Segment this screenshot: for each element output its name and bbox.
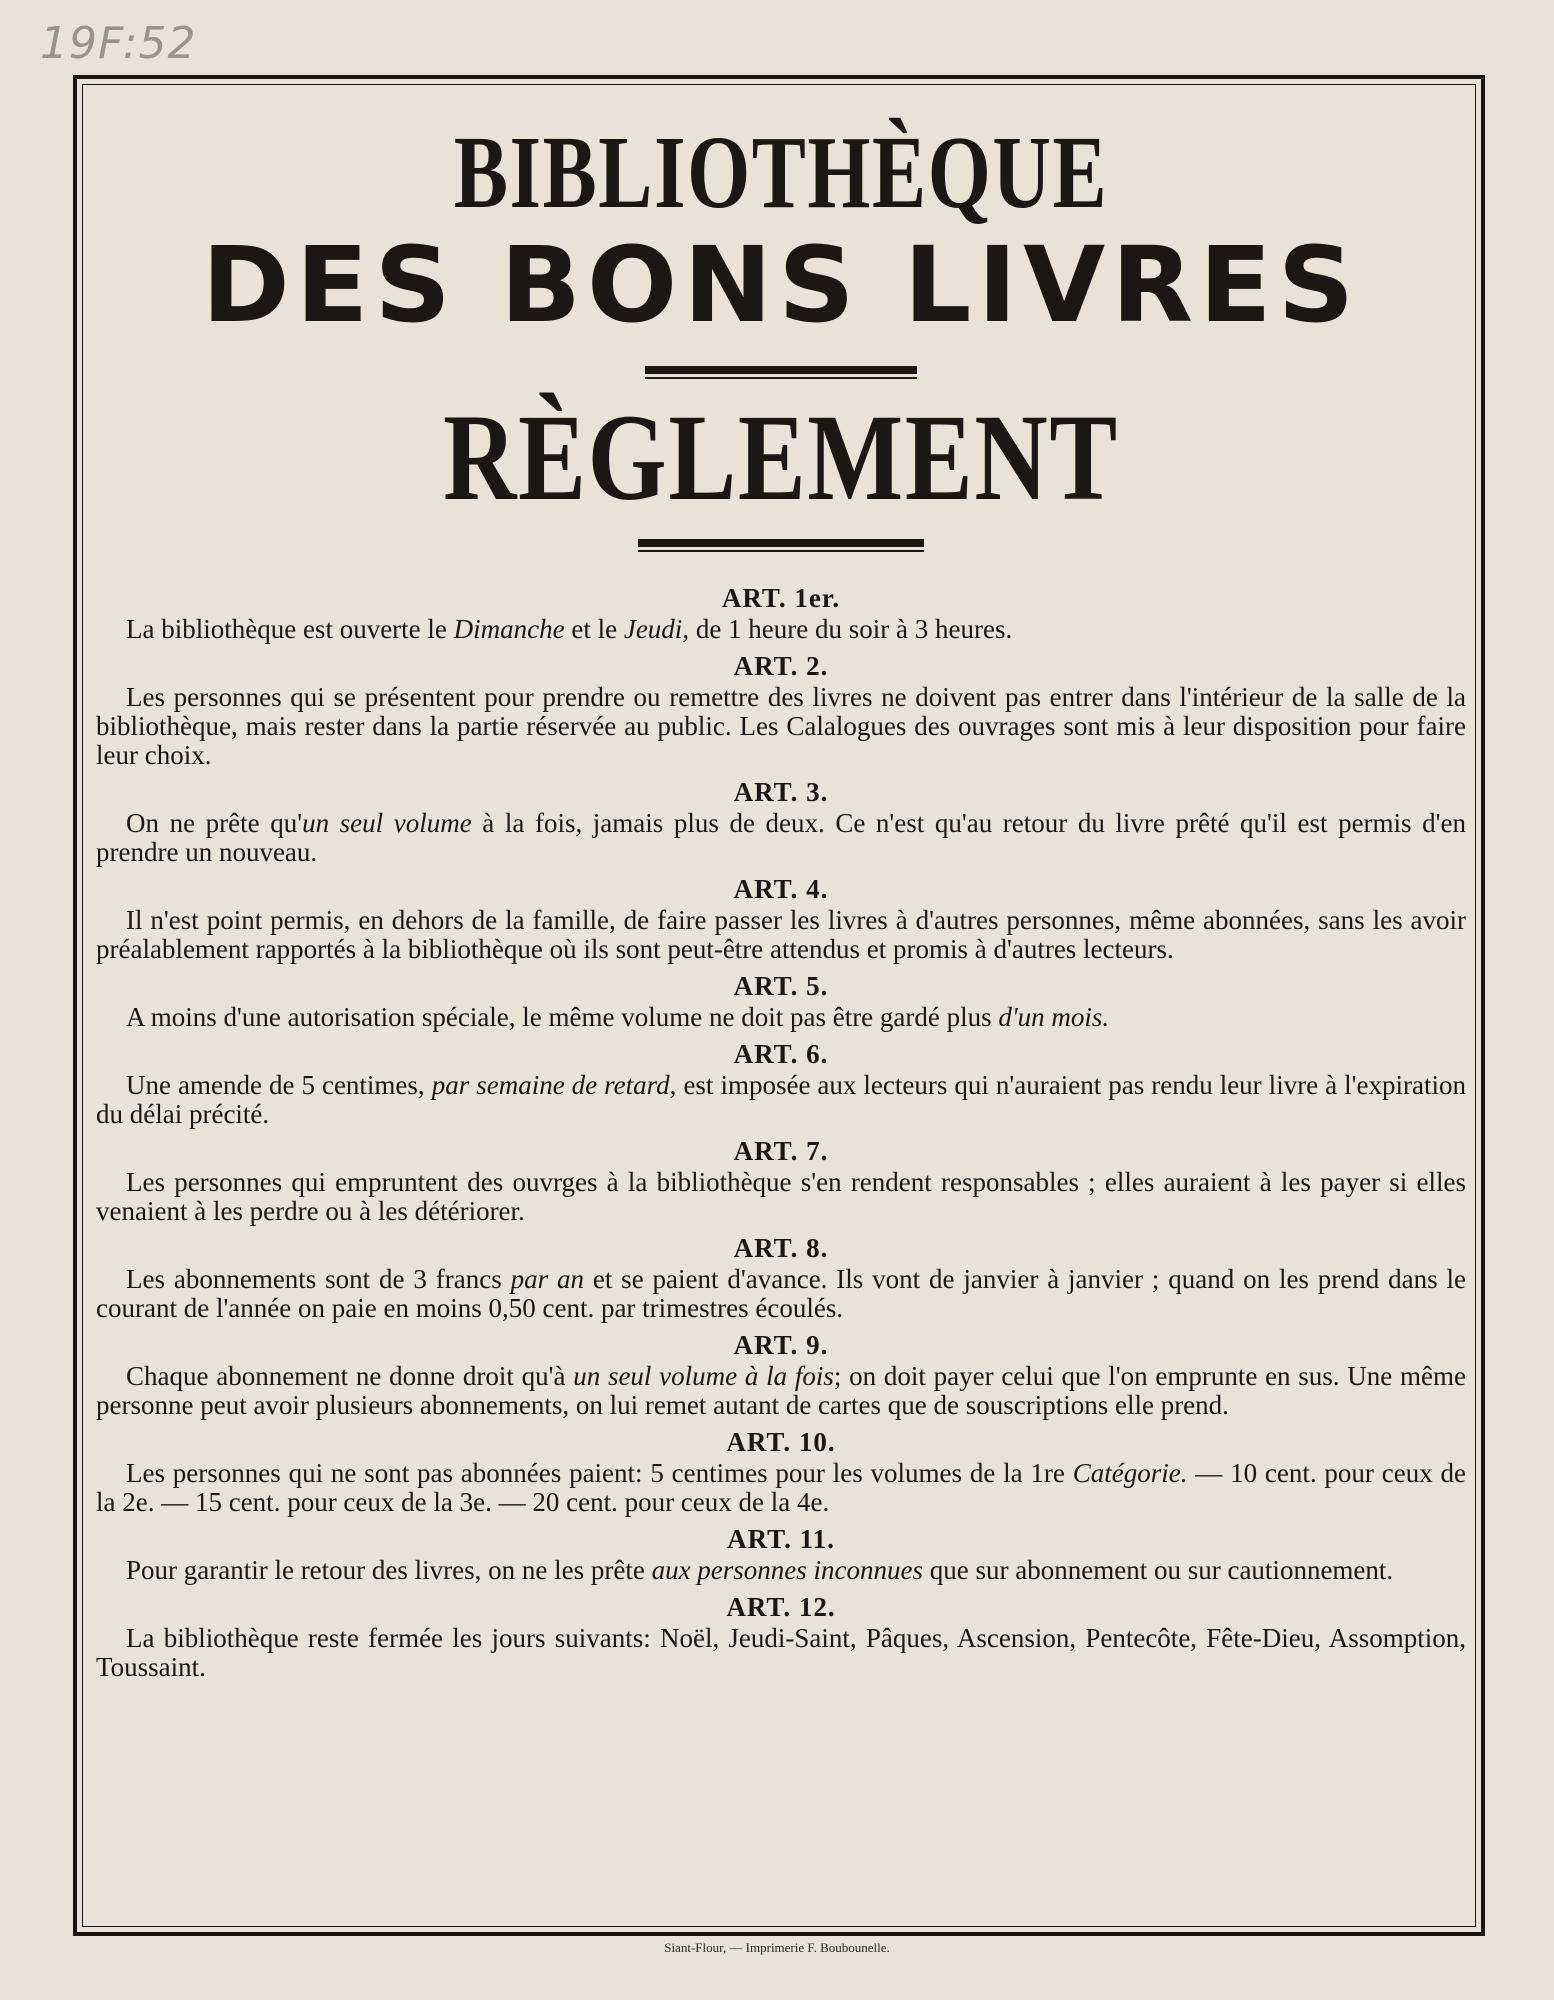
article [96,1591,1466,1682]
title-divider [645,366,917,379]
article-body: Une amende de 5 centimes, par semaine de retard, est imposée aux lecteurs qui n'auraient pas rendu leur livre à l'expiration du délai précité. [96,1070,1466,1129]
article [96,650,1466,770]
article-heading: ART. 7. [733,1136,829,1166]
article-body: Il n'est point permis, en dehors de la famille, de faire passer les livres à d'autres personnes, même abonnées, sans les avoir préalablement rapportés à la bibliothèque où ils sont peut-être attendus et promis à d'autres lecteurs. [96,905,1466,964]
article-heading: ART. 4. [733,874,829,904]
article-body: Les personnes qui se présentent pour prendre ou remettre des livres ne doivent pas entrer dans l'intérieur de la salle de la bibliothèque, mais rester dans la partie réservée au public. Les Calalogues des ouvrages sont mis à leur disposition pour faire leur choix. [96,682,1466,770]
article [96,1329,1466,1420]
article [96,1523,1466,1585]
article-body: On ne prête qu'un seul volume à la fois, jamais plus de deux. Ce n'est qu'au retour du livre prêté qu'il est permis d'en prendre un nouveau. [96,808,1466,867]
article [96,582,1466,644]
article [96,776,1466,867]
title-reglement: RÈGLEMENT [443,389,1119,526]
article-body: La bibliothèque est ouverte le Dimanche et le Jeudi, de 1 heure du soir à 3 heures. [126,614,1013,644]
article-heading: ART. 2. [733,651,829,681]
article-heading: ART. 8. [733,1233,829,1263]
title-bibliotheque: BIBLIOTHÈQUE [453,115,1109,230]
article-body: La bibliothèque reste fermée les jours suivants: Noël, Jeudi-Saint, Pâques, Ascension, Pentecôte, Fête-Dieu, Assomption, Toussaint. [96,1623,1466,1682]
article-body: Les personnes qui empruntent des ouvrges à la bibliothèque s'en rendent responsables ; elles auraient à les payer si elles venaient à les perdre ou à les détériorer. [96,1167,1466,1226]
articles-list [96,582,1466,1682]
article-heading: ART. 5. [733,971,829,1001]
title-des-bons-livres: DES BONS LIVRES [201,224,1361,346]
article-heading: ART. 12. [726,1592,836,1622]
archive-reference-annotation: 19F:52 [40,18,197,69]
article-heading: ART. 6. [733,1039,829,1069]
article-body: Les abonnements sont de 3 francs par an et se paient d'avance. Ils vont de janvier à janvier ; quand on les prend dans le courant de l'année on paie en moins 0,50 cent. par trimestres écoulés. [96,1264,1466,1323]
article-heading: ART. 9. [733,1330,829,1360]
article [96,1135,1466,1226]
article-heading: ART. 3. [733,777,829,807]
article [96,970,1466,1032]
article-body: Chaque abonnement ne donne droit qu'à un seul volume à la fois; on doit payer celui que l'on emprunte en sus. Une même personne peut avoir plusieurs abonnements, on lui remet autant de cartes que de souscriptions elle prend. [96,1361,1466,1420]
article [96,1232,1466,1323]
article-heading: ART. 11. [727,1524,835,1554]
article-body: Les personnes qui ne sont pas abonnées paient: 5 centimes pour les volumes de la 1re Catégorie. — 10 cent. pour ceux de la 2e. — 15 cent. pour ceux de la 3e. — 20 cent. pour ceux de la 4e. [96,1458,1466,1517]
article-body: A moins d'une autorisation spéciale, le même volume ne doit pas être gardé plus d'un mois. [126,1002,1110,1032]
article [96,873,1466,964]
reglement-divider [638,539,924,552]
article-heading: ART. 10. [726,1427,836,1457]
article [96,1426,1466,1517]
article-heading: ART. 1er. [721,583,841,613]
article-body: Pour garantir le retour des livres, on ne les prête aux personnes inconnues que sur abonnement ou sur cautionnement. [126,1555,1394,1585]
poster-content [96,110,1466,1688]
article [96,1038,1466,1129]
printer-imprint: Siant-Flour, — Imprimerie F. Boubounelle. [664,1940,890,1955]
